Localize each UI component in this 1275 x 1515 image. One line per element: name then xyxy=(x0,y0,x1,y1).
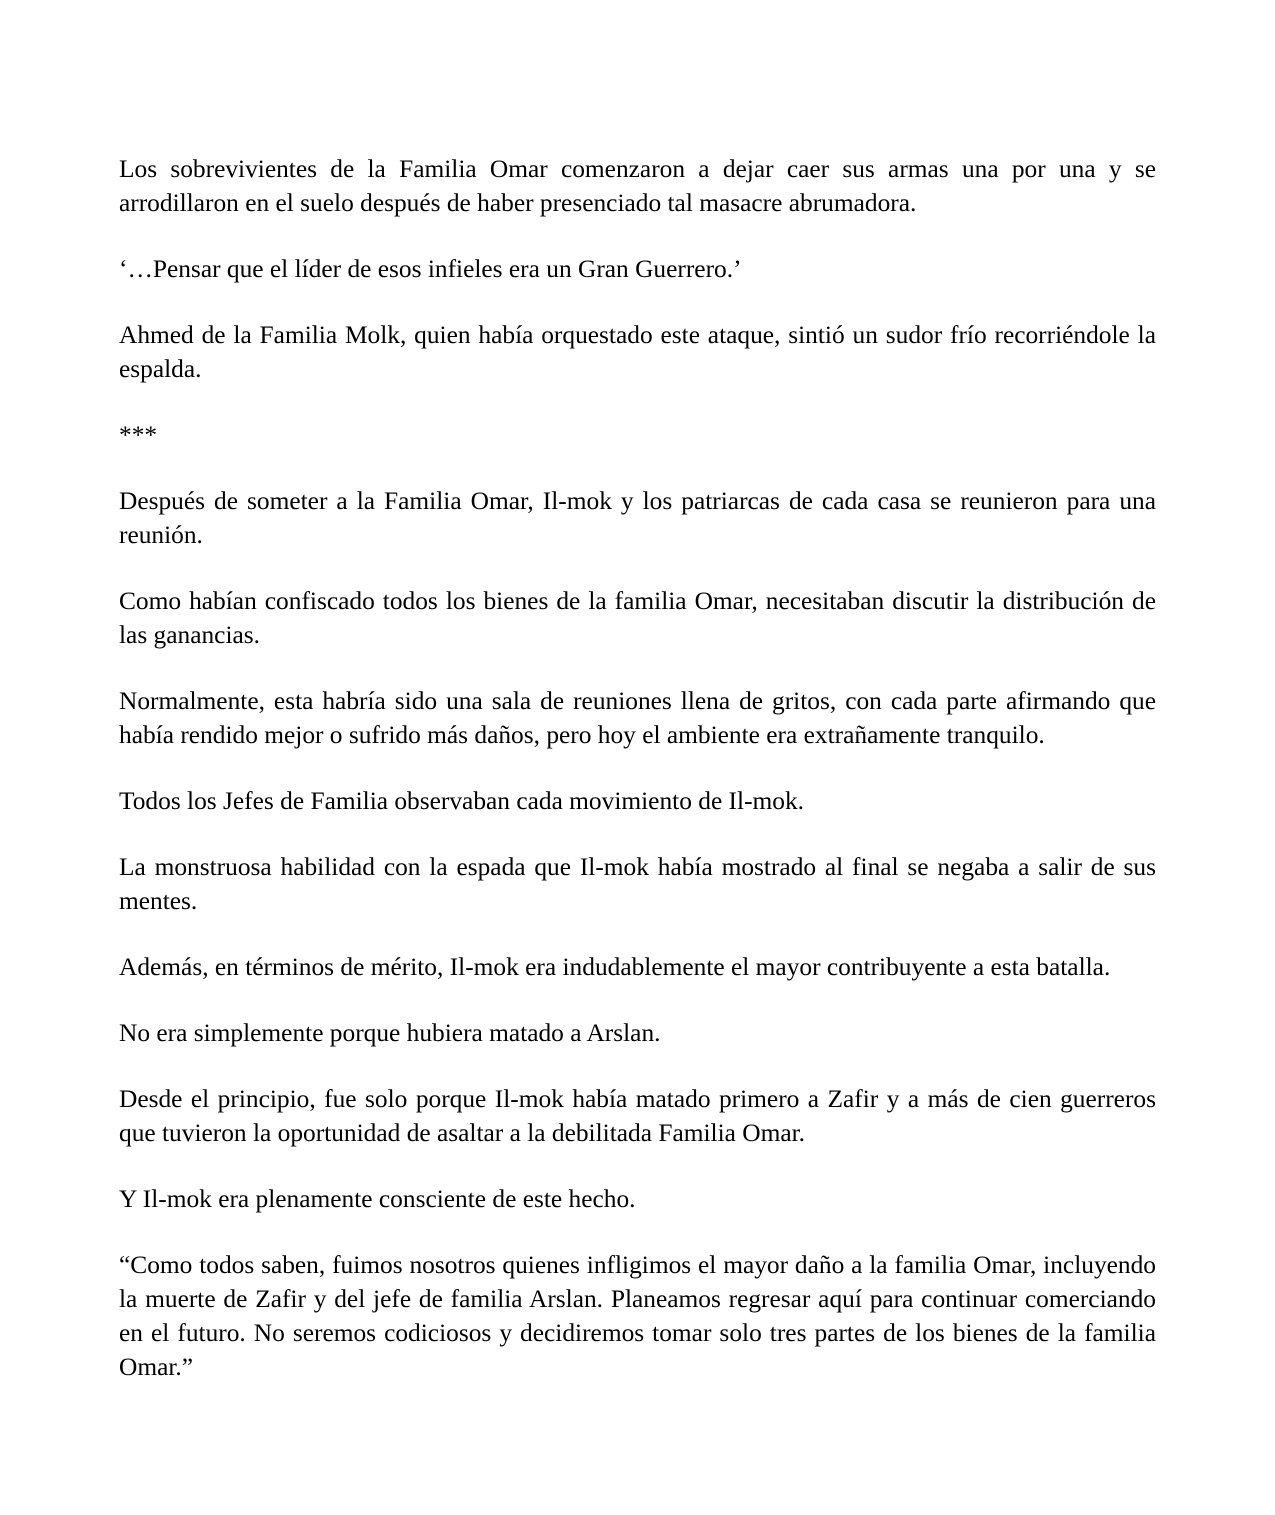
paragraph-arslan: No era simplemente porque hubiera matado a Arslan. xyxy=(119,1019,661,1047)
paragraph-quiet-room: Normalmente, esta habría sido una sala de reuniones llena de gritos, con cada parte afirmando que había rendido mejor o sufrido más daños, pero hoy el ambiente era extrañamente tranquilo. xyxy=(119,687,1156,749)
paragraph-thought-great-warrior: ‘…Pensar que el líder de esos infieles era un Gran Guerrero.’ xyxy=(119,255,742,283)
paragraph-distribution: Como habían confiscado todos los bienes de la familia Omar, necesitaban discutir la distribución de las ganancias. xyxy=(119,587,1156,649)
paragraph-meeting: Después de someter a la Familia Omar, Il-mok y los patriarcas de cada casa se reunieron para una reunión. xyxy=(119,487,1156,549)
paragraph-sword-skill: La monstruosa habilidad con la espada que Il-mok había mostrado al final se negaba a salir de sus mentes. xyxy=(119,853,1156,915)
paragraph-dialogue: “Como todos saben, fuimos nosotros quienes infligimos el mayor daño a la familia Omar, incluyendo la muerte de Zafir y del jefe de familia Arslan. Planeamos regresar aquí para continuar comerciando en el futuro. No seremos codiciosos y decidiremos tomar solo tres partes de los bienes de la familia Omar.” xyxy=(119,1251,1156,1381)
paragraph-merit: Además, en términos de mérito, Il-mok era indudablemente el mayor contribuyente a esta batalla. xyxy=(119,953,1111,981)
paragraph-aware: Y Il-mok era plenamente consciente de este hecho. xyxy=(119,1185,636,1213)
paragraph-watching-ilmok: Todos los Jefes de Familia observaban cada movimiento de Il-mok. xyxy=(119,787,805,815)
paragraph-survivors-kneel: Los sobrevivientes de la Familia Omar comenzaron a dejar caer sus armas una por una y se arrodillaron en el suelo después de haber presenciado tal masacre abrumadora. xyxy=(119,155,1156,217)
paragraph-zafir: Desde el principio, fue solo porque Il-mok había matado primero a Zafir y a más de cien guerreros que tuvieron la oportunidad de asaltar a la debilitada Familia Omar. xyxy=(119,1085,1156,1147)
document-page xyxy=(119,152,1156,1416)
paragraph-ahmed-cold-sweat: Ahmed de la Familia Molk, quien había orquestado este ataque, sintió un sudor frío recorriéndole la espalda. xyxy=(119,321,1156,383)
scene-break: *** xyxy=(119,421,158,449)
